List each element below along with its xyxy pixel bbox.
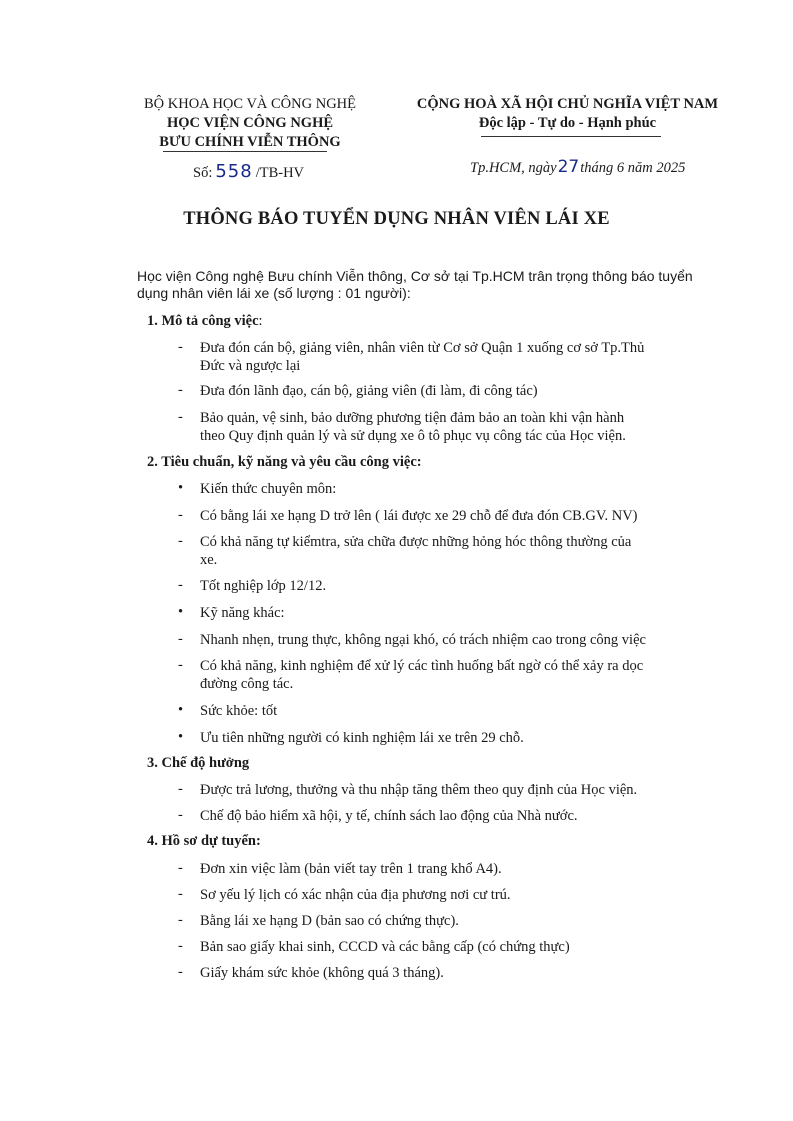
- list-item: Giấy khám sức khỏe (không quá 3 tháng).: [200, 965, 444, 981]
- list-item: Bản sao giấy khai sinh, CCCD và các bằng cấp (có chứng thực): [200, 939, 570, 955]
- section-2-heading: 2. Tiêu chuẩn, kỹ năng và yêu cầu công việc:: [147, 454, 422, 470]
- dash-marker: -: [178, 409, 183, 425]
- list-item: Đơn xin việc làm (bản viết tay trên 1 trang khổ A4).: [200, 861, 502, 877]
- number-suffix: /TB-HV: [255, 165, 305, 181]
- motto-underline: [481, 136, 661, 137]
- dash-marker: -: [178, 886, 183, 902]
- date-prefix: Tp.HCM, ngày: [470, 160, 557, 176]
- list-item: Ưu tiên những người có kinh nghiệm lái xe trên 29 chỗ.: [200, 730, 524, 746]
- date-suffix: tháng 6 năm 2025: [580, 160, 686, 176]
- list-item: Có khả năng, kinh nghiệm để xử lý các tình huống bất ngờ có thể xảy ra dọc đường công tác.: [200, 658, 644, 692]
- list-item: Tốt nghiệp lớp 12/12.: [200, 578, 327, 594]
- section-4-heading: 4. Hồ sơ dự tuyển:: [147, 833, 261, 849]
- institute-name-line1: HỌC VIỆN CÔNG NGHỆ: [166, 115, 334, 131]
- document-number: [193, 161, 304, 182]
- list-item: Kiến thức chuyên môn:: [200, 481, 337, 497]
- dash-marker: -: [178, 631, 183, 647]
- dash-marker: -: [178, 807, 183, 823]
- bullet-marker: •: [178, 480, 184, 496]
- document-date: [470, 157, 685, 177]
- list-item: Kỹ năng khác:: [200, 605, 285, 621]
- dash-marker: -: [178, 938, 183, 954]
- list-item: Đưa đón lãnh đạo, cán bộ, giảng viên (đi làm, đi công tác): [200, 383, 538, 399]
- national-header: [395, 95, 740, 133]
- list-item: Bằng lái xe hạng D (bản sao có chứng thực).: [200, 913, 459, 929]
- dash-marker: -: [178, 657, 183, 673]
- list-item: Sơ yếu lý lịch có xác nhận của địa phương nơi cư trú.: [200, 887, 511, 903]
- bullet-marker: •: [178, 702, 184, 718]
- dash-marker: -: [178, 577, 183, 593]
- ministry-name: BỘ KHOA HỌC VÀ CÔNG NGHỆ: [143, 96, 356, 112]
- date-day-handwritten: 27: [557, 157, 580, 177]
- issuer-block: [120, 95, 380, 152]
- dash-marker: -: [178, 533, 183, 549]
- document-title: THÔNG BÁO TUYỂN DỤNG NHÂN VIÊN LÁI XE: [183, 209, 610, 229]
- list-item: Bảo quản, vệ sinh, bảo dưỡng phương tiện đảm bảo an toàn khi vận hành theo Quy định quản lý và sử dụng xe ô tô phục vụ công tác của Học viện.: [200, 410, 626, 444]
- list-item: Được trả lương, thưởng và thu nhập tăng thêm theo quy định của Học viện.: [200, 782, 638, 798]
- intro-line-2: dụng nhân viên lái xe (số lượng : 01 người):: [137, 285, 411, 301]
- dash-marker: -: [178, 860, 183, 876]
- bullet-marker: •: [178, 729, 184, 745]
- dash-marker: -: [178, 339, 183, 355]
- republic-name: CỘNG HOÀ XÃ HỘI CHỦ NGHĨA VIỆT NAM: [416, 96, 719, 112]
- issuer-underline: [163, 151, 327, 152]
- institute-name-line2: BƯU CHÍNH VIỄN THÔNG: [159, 134, 341, 150]
- number-prefix: Số:: [193, 165, 213, 181]
- intro-paragraph: [137, 268, 697, 302]
- list-item: Đưa đón cán bộ, giảng viên, nhân viên từ Cơ sở Quận 1 xuống cơ sở Tp.Thủ Đức và ngược lại: [200, 340, 645, 374]
- dash-marker: -: [178, 781, 183, 797]
- dash-marker: -: [178, 507, 183, 523]
- section-3-heading: 3. Chế độ hưởng: [147, 755, 250, 771]
- list-item: Nhanh nhẹn, trung thực, không ngại khó, có trách nhiệm cao trong công việc: [200, 632, 646, 648]
- dash-marker: -: [178, 912, 183, 928]
- list-item: Sức khỏe: tốt: [200, 703, 278, 719]
- bullet-marker: •: [178, 604, 184, 620]
- list-item: Có khả năng tự kiểmtra, sửa chữa được những hỏng hóc thông thường của xe.: [200, 534, 632, 568]
- intro-line-1: Học viện Công nghệ Bưu chính Viễn thông, Cơ sở tại Tp.HCM trân trọng thông báo tuyển: [137, 268, 693, 284]
- national-motto: Độc lập - Tự do - Hạnh phúc: [478, 115, 657, 131]
- list-item: Chế độ bảo hiểm xã hội, y tế, chính sách lao động của Nhà nước.: [200, 808, 578, 824]
- number-handwritten: 558: [215, 161, 253, 182]
- section-1-heading: 1. Mô tả công việc:: [147, 313, 263, 329]
- dash-marker: -: [178, 382, 183, 398]
- list-item: Có bằng lái xe hạng D trở lên ( lái được xe 29 chỗ để đưa đón CB.GV. NV): [200, 508, 638, 524]
- dash-marker: -: [178, 964, 183, 980]
